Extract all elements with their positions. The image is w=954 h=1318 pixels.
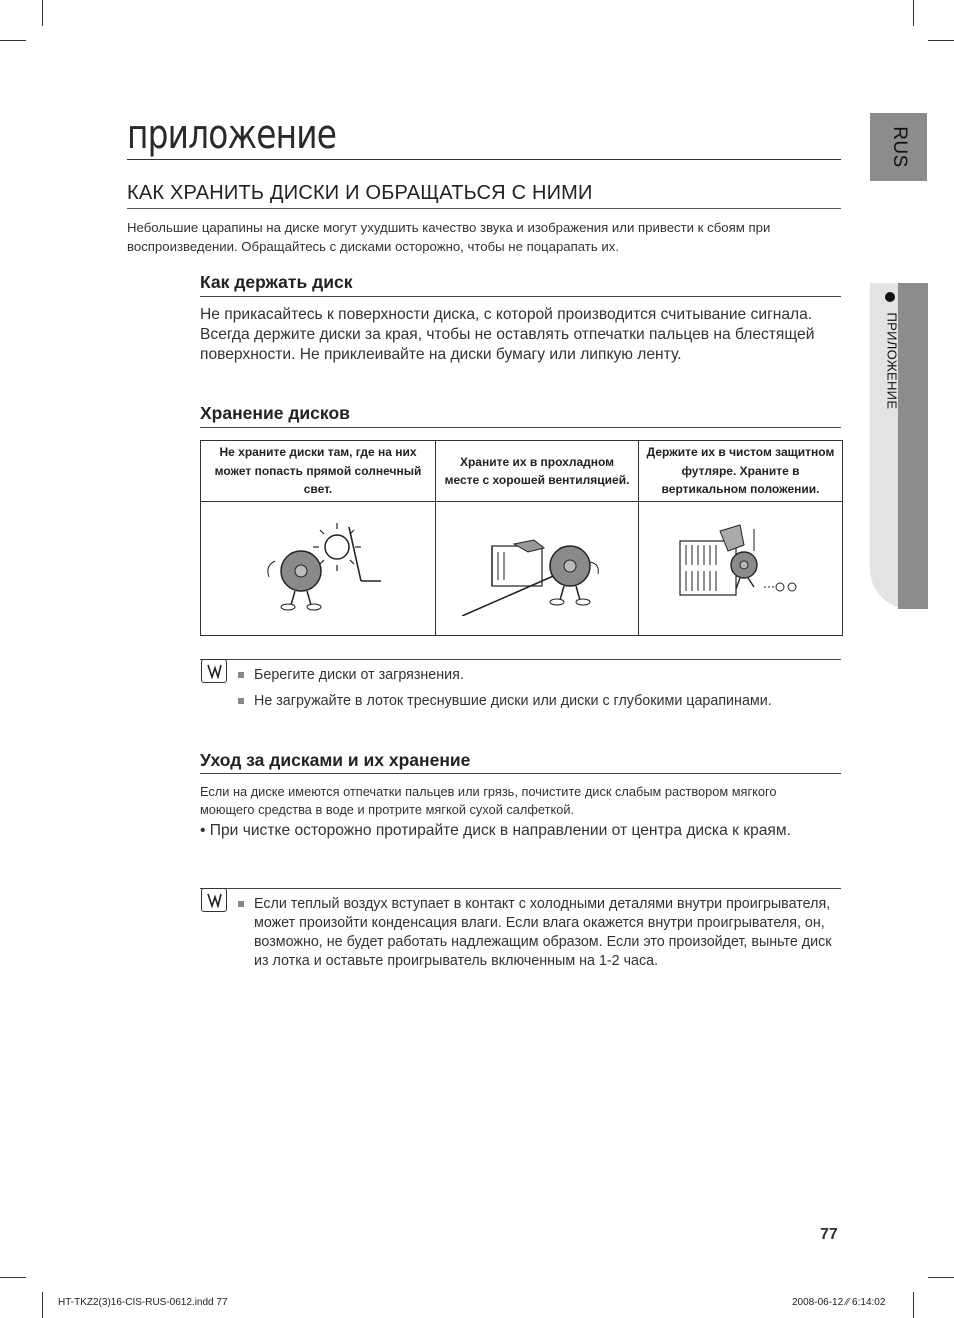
crop-mark [913, 0, 914, 26]
section-intro: Небольшие царапины на диске могут ухудшить качество звука и изображения или привести к сбоям при воспроизведении. Обращайтесь с дисками осторожно, чтобы не поцарапать их. [127, 220, 771, 254]
page-number: 77 [820, 1226, 838, 1243]
subsection-rule [200, 773, 841, 774]
storage-table-header-cell: Не храните диски там, где на них может попасть прямой солнечный свет. [201, 441, 436, 502]
disc-in-case-illustration [639, 502, 843, 636]
storage-table-header-cell: Храните их в прохладном месте с хорошей вентиляцией. [436, 441, 639, 502]
note-icon [201, 659, 227, 683]
note-list-item: Не загружайте в лоток треснувшие диски или диски с глубокими царапинами. [238, 692, 842, 711]
chapter-title: приложение [127, 112, 337, 158]
crop-mark [0, 1277, 26, 1278]
disc-in-sun-illustration [201, 502, 436, 636]
crop-mark [928, 1277, 954, 1278]
subsection-heading-care: Уход за дисками и их хранение [200, 750, 471, 770]
subsection-rule [200, 427, 841, 428]
subsection-heading-holding: Как держать диск [200, 272, 353, 292]
care-text: Если на диске имеются отпечатки пальцев или грязь, почистите диск слабым раствором мягкого моющего средства в воде и протрите мягкой сухой салфеткой. [200, 784, 777, 817]
disc-near-vent-illustration [436, 502, 639, 636]
storage-table-header-cell: Держите их в чистом защитном футляре. Храните в вертикальном положении. [639, 441, 843, 502]
storage-table [200, 440, 843, 636]
language-tab [870, 113, 927, 181]
section-tab [886, 290, 900, 430]
section-tab-strip [898, 283, 928, 609]
note-rule [200, 888, 841, 889]
crop-mark [928, 40, 954, 41]
note-icon [201, 888, 227, 912]
section-tab-label: ПРИЛОЖЕНИЕ [884, 312, 900, 410]
holding-text: Не прикасайтесь к поверхности диска, с которой производится считывание сигнала. Всегда держите диски за края, чтобы не оставлять отпечатки пальцев на блестящей поверхности. Не приклеивайте на диски бумагу или липкую ленту. [200, 306, 815, 363]
note-list-item: Берегите диски от загрязнения. [238, 666, 842, 685]
crop-mark [42, 1292, 43, 1318]
note-rule [200, 659, 841, 660]
care-bullet: • При чистке осторожно протирайте диск в направлении от центра диска к краям. [200, 822, 791, 839]
square-bullet-icon [238, 698, 244, 704]
title-rule [127, 159, 841, 160]
footer-file-name: HT-TKZ2(3)16-CIS-RUS-0612.indd 77 [58, 1297, 228, 1308]
subsection-heading-storage: Хранение дисков [200, 403, 350, 423]
note-list-item: Если теплый воздух вступает в контакт с холодными деталями внутри проигрывателя, может произойти конденсация влаги. Если влага окажется внутри проигрывателя, он, возможно, не будет работать надлежащим образом. Если это произойдет, выньте диск из лотка и оставьте проигрыватель включенным на 1-2 часа. [238, 895, 842, 971]
crop-mark [42, 0, 43, 26]
subsection-rule [200, 296, 841, 297]
square-bullet-icon [238, 672, 244, 678]
crop-mark [0, 40, 26, 41]
bullet-dot-icon [885, 292, 895, 302]
crop-mark [913, 1292, 914, 1318]
language-tab-label: RUS [888, 126, 910, 168]
section-rule [127, 208, 841, 209]
section-heading: КАК ХРАНИТЬ ДИСКИ И ОБРАЩАТЬСЯ С НИМИ [127, 182, 593, 204]
square-bullet-icon [238, 901, 244, 907]
footer-timestamp: 2008-06-12 ⁄⁄ 6:14:02 [792, 1297, 886, 1308]
